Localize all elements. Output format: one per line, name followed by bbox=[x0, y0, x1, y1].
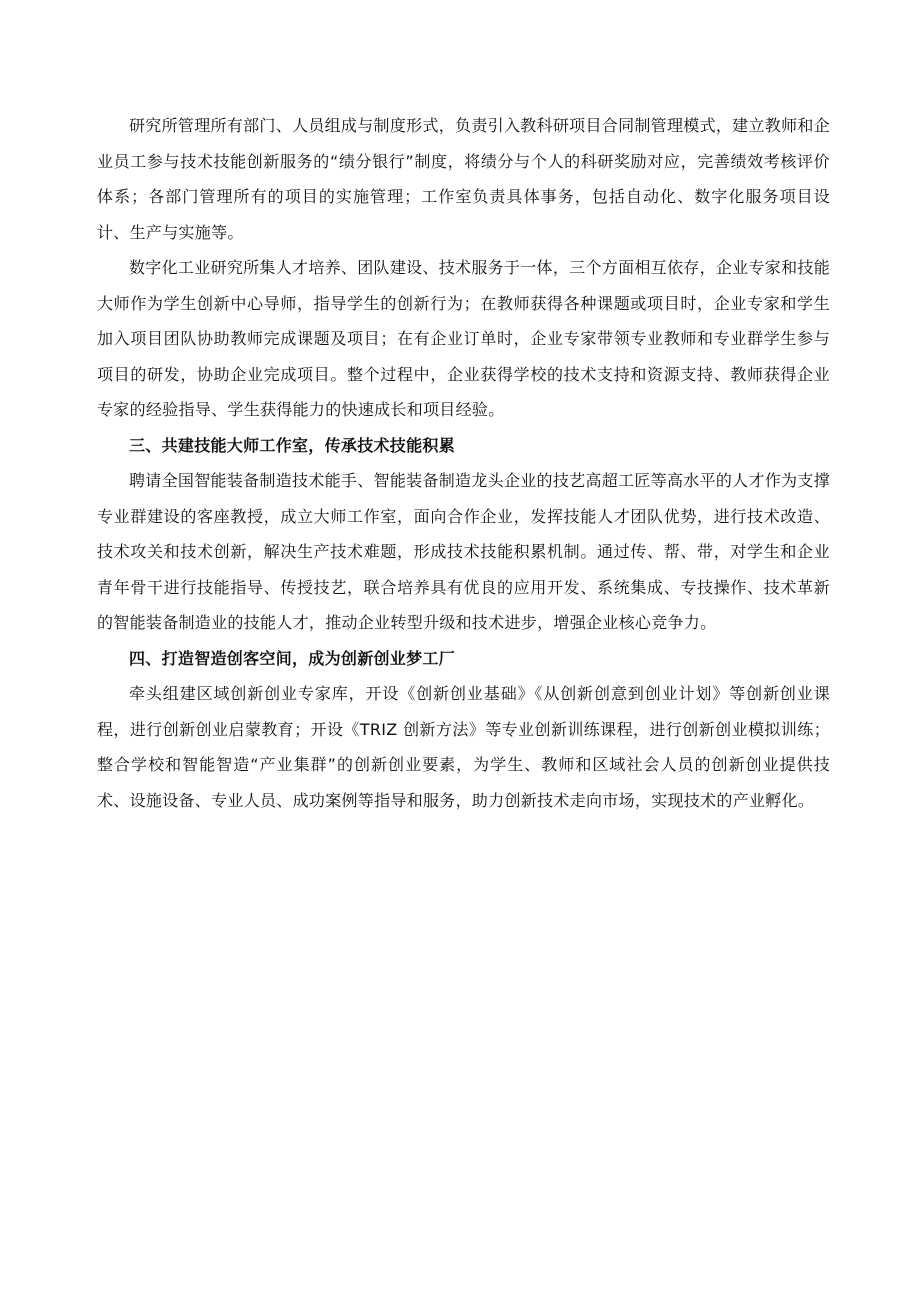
document-body bbox=[97, 108, 830, 818]
paragraph-master-studio: 聘请全国智能装备制造技术能手、智能装备制造龙头企业的技艺高超工匠等高水平的人才作为支撑专业群建设的客座教授，成立大师工作室，面向合作企业，发挥技能人才团队优势，进行技术改造、技术攻关和技术创新，解决生产技术难题，形成技术技能积累机制。通过传、帮、带，对学生和企业青年骨干进行技能指导、传授技艺，联合培养具有优良的应用开发、系统集成、专技操作、技术革新的智能装备制造业的技能人才，推动企业转型升级和技术进步，增强企业核心竞争力。 bbox=[97, 471, 830, 632]
section-heading-master-studio: 三、共建技能大师工作室，传承技术技能积累 bbox=[129, 435, 456, 455]
paragraph-research-institute-management: 研究所管理所有部门、人员组成与制度形式，负责引入教科研项目合同制管理模式，建立教师和企业员工参与技术技能创新服务的“绩分银行”制度，将绩分与个人的科研奖励对应，完善绩效考核评价体系；各部门管理所有的项目的实施管理；工作室负责具体事务，包括自动化、数字化服务项目设计、生产与实施等。 bbox=[97, 116, 830, 242]
paragraph-digital-industry-institute: 数字化工业研究所集人才培养、团队建设、技术服务于一体，三个方面相互依存，企业专家和技能大师作为学生创新中心导师，指导学生的创新行为；在教师获得各种课题或项目时，企业专家和学生加入项目团队协助教师完成课题及项目；在有企业订单时，企业专家带领专业教师和专业群学生参与项目的研发，协助企业完成项目。整个过程中，企业获得学校的技术支持和资源支持、教师获得企业专家的经验指导、学生获得能力的快速成长和项目经验。 bbox=[97, 258, 830, 419]
paragraph-maker-space: 牵头组建区域创新创业专家库，开设《创新创业基础》《从创新创意到创业计划》等创新创业课程，进行创新创业启蒙教育；开设《TRIZ 创新方法》等专业创新训练课程，进行创新创业模拟训练；整合学校和智能智造“产业集群”的创新创业要素，为学生、教师和区域社会人员的创新创业提供技术、设施设备、专业人员、成功案例等指导和服务，助力创新技术走向市场，实现技术的产业孵化。 bbox=[97, 684, 830, 810]
section-heading-maker-space: 四、打造智造创客空间，成为创新创业梦工厂 bbox=[129, 648, 456, 668]
